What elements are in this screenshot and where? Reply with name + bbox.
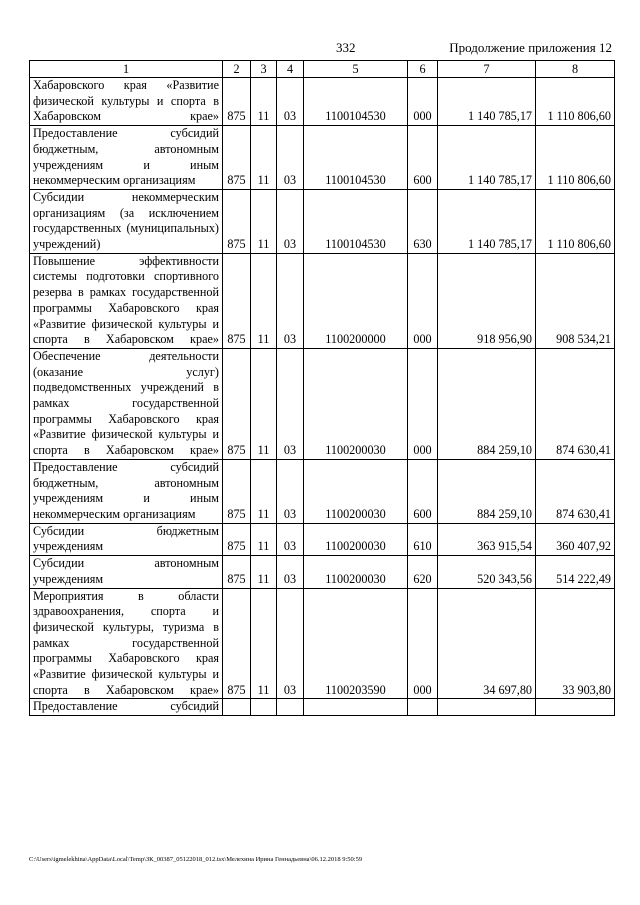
cell-pr: 03 <box>277 348 304 459</box>
cell-pr: 03 <box>277 126 304 190</box>
column-header: 2 <box>223 61 251 78</box>
cell-sum-year1: 1 140 785,17 <box>438 189 536 253</box>
cell-pr <box>277 699 304 716</box>
row-description: Предоставление субсидий <box>30 699 223 716</box>
table-row <box>30 253 615 348</box>
cell-sum-year2: 874 630,41 <box>536 459 615 523</box>
cell-csr: 1100200030 <box>304 523 408 555</box>
cell-ved: 875 <box>223 556 251 588</box>
cell-sum-year1: 363 915,54 <box>438 523 536 555</box>
cell-sum-year2: 1 110 806,60 <box>536 78 615 126</box>
row-description: Обеспечение деятельности (оказание услуг) подведомственных учреждений в рамках государственной программы Хабаровского края «Развитие физической культуры и спорта в Хабаровском крае» <box>30 348 223 459</box>
table-row <box>30 126 615 190</box>
cell-ved: 875 <box>223 78 251 126</box>
cell-pr: 03 <box>277 588 304 699</box>
cell-vr: 630 <box>408 189 438 253</box>
table-row <box>30 78 615 126</box>
cell-sum-year1: 918 956,90 <box>438 253 536 348</box>
cell-vr: 000 <box>408 588 438 699</box>
file-path-footer: C:\Users\igmelekhina\AppData\Local\Temp\ЗК_00387_05122018_012.tsx\Мелехина Ирина Геннадьевна\06.12.2018 9:50:59 <box>29 856 363 863</box>
cell-pr: 03 <box>277 556 304 588</box>
table-row <box>30 556 615 588</box>
cell-rz: 11 <box>251 78 277 126</box>
cell-rz: 11 <box>251 348 277 459</box>
cell-rz: 11 <box>251 459 277 523</box>
cell-sum-year2 <box>536 699 615 716</box>
cell-ved: 875 <box>223 523 251 555</box>
cell-sum-year1: 884 259,10 <box>438 348 536 459</box>
cell-ved: 875 <box>223 588 251 699</box>
cell-sum-year1: 884 259,10 <box>438 459 536 523</box>
appendix-continuation: Продолжение приложения 12 <box>449 40 612 55</box>
cell-vr: 610 <box>408 523 438 555</box>
budget-table <box>29 60 615 716</box>
cell-rz <box>251 699 277 716</box>
cell-ved: 875 <box>223 348 251 459</box>
cell-csr: 1100203590 <box>304 588 408 699</box>
cell-pr: 03 <box>277 523 304 555</box>
column-header: 1 <box>30 61 223 78</box>
table-header-row <box>30 61 615 78</box>
cell-pr: 03 <box>277 459 304 523</box>
row-description: Предоставление субсидий бюджетным, автономным учреждениям и иным некоммерческим организациям <box>30 126 223 190</box>
cell-pr: 03 <box>277 78 304 126</box>
table-row <box>30 699 615 716</box>
cell-sum-year1: 34 697,80 <box>438 588 536 699</box>
cell-csr: 1100104530 <box>304 78 408 126</box>
cell-csr: 1100200030 <box>304 459 408 523</box>
cell-vr: 000 <box>408 78 438 126</box>
cell-csr: 1100200030 <box>304 348 408 459</box>
cell-rz: 11 <box>251 588 277 699</box>
cell-sum-year1: 1 140 785,17 <box>438 126 536 190</box>
cell-vr: 000 <box>408 253 438 348</box>
cell-sum-year2: 1 110 806,60 <box>536 126 615 190</box>
cell-sum-year2: 514 222,49 <box>536 556 615 588</box>
row-description: Субсидии некоммерческим организациям (за исключением государственных (муниципальных) учреждений) <box>30 189 223 253</box>
table-row <box>30 523 615 555</box>
cell-sum-year1: 520 343,56 <box>438 556 536 588</box>
row-description: Предоставление субсидий бюджетным, автономным учреждениям и иным некоммерческим организациям <box>30 459 223 523</box>
column-header: 5 <box>304 61 408 78</box>
cell-sum-year2: 874 630,41 <box>536 348 615 459</box>
cell-csr: 1100200030 <box>304 556 408 588</box>
table-row <box>30 588 615 699</box>
cell-ved <box>223 699 251 716</box>
column-header: 4 <box>277 61 304 78</box>
cell-rz: 11 <box>251 523 277 555</box>
table-row <box>30 348 615 459</box>
cell-vr: 620 <box>408 556 438 588</box>
row-description: Повышение эффективности системы подготовки спортивного резерва в рамках государственной программы Хабаровского края «Развитие физической культуры и спорта в Хабаровском крае» <box>30 253 223 348</box>
cell-rz: 11 <box>251 556 277 588</box>
column-header: 6 <box>408 61 438 78</box>
cell-csr: 1100200000 <box>304 253 408 348</box>
cell-ved: 875 <box>223 459 251 523</box>
cell-sum-year1 <box>438 699 536 716</box>
cell-csr <box>304 699 408 716</box>
row-description: Мероприятия в области здравоохранения, спорта и физической культуры, туризма в рамках государственной программы Хабаровского края «Развитие физической культуры и спорта в Хабаровском крае» <box>30 588 223 699</box>
page-number: 332 <box>336 40 356 55</box>
cell-ved: 875 <box>223 253 251 348</box>
cell-rz: 11 <box>251 253 277 348</box>
row-description: Субсидии бюджетным учреждениям <box>30 523 223 555</box>
cell-sum-year1: 1 140 785,17 <box>438 78 536 126</box>
cell-ved: 875 <box>223 189 251 253</box>
column-header: 8 <box>536 61 615 78</box>
cell-pr: 03 <box>277 189 304 253</box>
cell-pr: 03 <box>277 253 304 348</box>
cell-vr <box>408 699 438 716</box>
column-header: 3 <box>251 61 277 78</box>
table-row <box>30 189 615 253</box>
row-description: Хабаровского края «Развитие физической культуры и спорта в Хабаровском крае» <box>30 78 223 126</box>
column-header: 7 <box>438 61 536 78</box>
cell-vr: 600 <box>408 459 438 523</box>
cell-sum-year2: 33 903,80 <box>536 588 615 699</box>
cell-csr: 1100104530 <box>304 126 408 190</box>
cell-csr: 1100104530 <box>304 189 408 253</box>
cell-sum-year2: 1 110 806,60 <box>536 189 615 253</box>
cell-ved: 875 <box>223 126 251 190</box>
cell-rz: 11 <box>251 126 277 190</box>
cell-rz: 11 <box>251 189 277 253</box>
cell-sum-year2: 360 407,92 <box>536 523 615 555</box>
cell-sum-year2: 908 534,21 <box>536 253 615 348</box>
table-row <box>30 459 615 523</box>
row-description: Субсидии автономным учреждениям <box>30 556 223 588</box>
cell-vr: 000 <box>408 348 438 459</box>
cell-vr: 600 <box>408 126 438 190</box>
